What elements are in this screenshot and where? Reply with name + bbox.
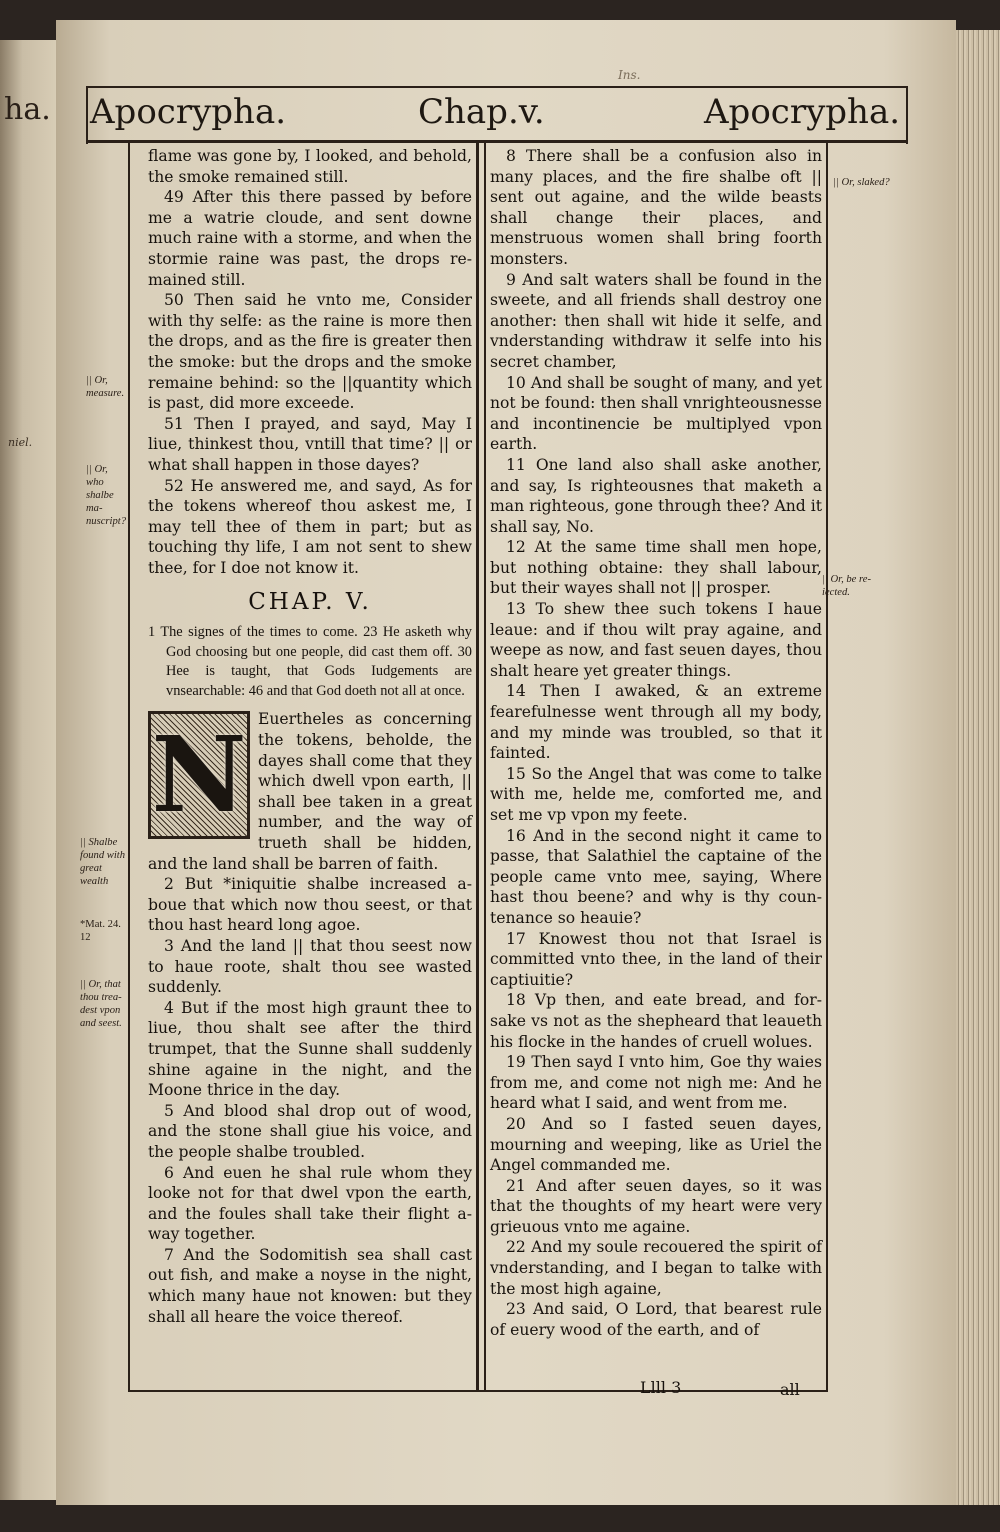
verse-text: But *iniquitie shalbe increased aboue that which now thou seest, or that thou hast heard long agoe.: [148, 875, 472, 935]
verse: [148, 874, 472, 936]
verse-number: 23: [506, 1300, 526, 1319]
verse-text: And after seuen dayes, so it was that the thoughts of my heart were very grieuous vnto me againe.: [490, 1176, 822, 1236]
header-rule: [86, 140, 906, 143]
verse-number: 19: [506, 1053, 526, 1072]
page-edges: [956, 30, 1000, 1510]
verse-number: 3: [164, 936, 174, 955]
verse: [490, 990, 822, 1052]
verse: [148, 1101, 472, 1163]
pencil-mark: Ins.: [618, 68, 641, 82]
verse-number: 2: [164, 875, 174, 894]
right-text-column: [490, 146, 822, 1340]
verse-text: There shall be a confusion also in many places, and the fire shalbe oft || sent out againe, and the wilde beasts shall change their places, and menstruous women shall bring foorth monsters.: [490, 147, 822, 268]
verse-text: Then I prayed, and sayd, May I liue, thinkest thou, vntill that time? || or what shall happen in those dayes?: [148, 414, 472, 474]
verse: [490, 929, 822, 991]
margin-note: || Or, measure.: [86, 375, 125, 399]
verse-text: And the land || that thou seest now to haue roote, shalt thou see wasted suddenly.: [148, 936, 472, 997]
verse: [490, 1299, 822, 1340]
verse: [490, 373, 822, 455]
verse-text: Then said he vnto me, Consider with thy selfe: as the raine is more then the drops, and as the fire is greater then the smoke: but the drops and the smoke remaine behind: so the ||quantity which is past, did more exceede.: [148, 291, 472, 413]
verse-number: 15: [506, 764, 526, 783]
verse-text: Then I awaked, & an extreme fearefulnesse went through all my body, and my minde was troubled, so that it fainted.: [490, 682, 822, 763]
verse-number: 5: [164, 1101, 174, 1120]
verse-number: 21: [506, 1176, 526, 1195]
margin-note: || Or, that thou treadest vpon and seest.: [80, 979, 122, 1029]
verse-number: 17: [506, 929, 526, 948]
verse-text: After this there passed by before me a watrie cloude, and sent downe much raine with a storme, and when the stormie raine was past, the drops remained still.: [148, 188, 472, 289]
decorated-initial: N: [148, 711, 250, 839]
verse-number: 49: [164, 188, 184, 207]
previous-page-header: ha.: [4, 92, 51, 127]
verse-text: One land also shall aske another, and say, Is righteousnes that maketh a man righteous, gone through thee? And it shall say, No.: [490, 455, 822, 536]
verse: [490, 826, 822, 929]
verse: [490, 1237, 822, 1299]
margin-note: || Shalbe found with great wealth: [80, 837, 126, 887]
verse-text: And blood shal drop out of wood, and the stone shall giue his voice, and the people shalbe troubled.: [148, 1101, 472, 1161]
verse-number: 20: [506, 1114, 526, 1133]
verse-number: 22: [506, 1238, 526, 1257]
verse: [148, 998, 472, 1101]
column-divider-rule-inner: [484, 142, 486, 1392]
margin-note: || Or, who shalbe manuscript?: [86, 464, 127, 527]
verse: [490, 1114, 822, 1176]
running-header-chapter: Chap.v.: [418, 92, 545, 132]
verse-text: At the same time shall men hope, but nothing obtaine: they shall labour, but their wayes shall not || prosper.: [490, 538, 822, 598]
verse: [490, 146, 822, 270]
verse-text: And so I fasted seuen dayes, mourning and weeping, like as Uriel the Angel commanded me.: [490, 1114, 822, 1175]
verse-text: And my soule recouered the spirit of vnderstanding, and I began to talke with the most high againe,: [490, 1238, 822, 1298]
verse: [490, 537, 822, 599]
opening-verse: [148, 709, 472, 874]
verse: [490, 1176, 822, 1238]
verse: [148, 290, 472, 414]
verse-text: And euen he shal rule whom they looke not for that dwel vpon the earth, and the foules shall take their flight away together.: [148, 1163, 473, 1244]
verse-text: He answered me, and sayd, As for the tokens whereof thou askest me, I may tell thee of them in part; but as touching thy life, I am not sent to shew thee, for I doe not know it.: [148, 476, 472, 577]
previous-page-edge: [0, 40, 56, 1500]
verse-number: 52: [164, 476, 184, 495]
cross-reference-note: *Mat. 24. 12: [80, 919, 121, 943]
catchword: all: [780, 1380, 800, 1399]
verse-text: Vp then, and eate bread, and forsake vs not as the shepheard that leaueth his flocke in the handes of cruell wolues.: [490, 991, 822, 1051]
verse-text: To shew thee such tokens I haue leaue: and if thou wilt pray againe, and weepe as now, and fast seuen dayes, thou shalt heare yet greater things.: [490, 600, 822, 680]
verse-number: 4: [164, 998, 174, 1017]
verse: [148, 1163, 472, 1245]
verse-number: 7: [164, 1245, 174, 1264]
previous-page-note: niel.: [8, 436, 33, 449]
verse-number: 50: [164, 291, 184, 310]
verse-number: 51: [164, 414, 184, 433]
verse-text: So the Angel that was come to talke with me, helde me, comforted me, and set me vp vpon my feete.: [490, 764, 822, 824]
verse: [148, 187, 472, 290]
verse: [490, 599, 822, 681]
verse-text: Euertheles as concerning the tokens, beholde, the dayes shall come that they which dwell vpon earth, || shall bee taken in a great number, and the way of trueth shall be hidden, and the land shall be barren of faith.: [148, 710, 472, 873]
verse-number: 13: [506, 600, 526, 619]
verse-number: 16: [506, 826, 526, 845]
bottom-rule: [128, 1390, 828, 1392]
margin-note: || Or, slaked?: [833, 177, 890, 188]
running-header-left: Apocrypha.: [90, 92, 287, 132]
left-text-column: [148, 146, 472, 1327]
verse-number: 18: [506, 991, 526, 1010]
continued-text: flame was gone by, I looked, and behold, the smoke remained still.: [148, 147, 472, 186]
verse-number: 14: [506, 682, 526, 701]
verse-text: But if the most high graunt thee to liue, thou shalt see after the third trumpet, that the Sunne shall suddenly shine againe in the night, and the Moone thrice in the day.: [148, 998, 472, 1100]
verse: [490, 764, 822, 826]
verse: [490, 1052, 822, 1114]
verse: [148, 936, 472, 998]
verse-text: And shall be sought of many, and yet not be found: then shall vnrighteousnesse and incontinencie be multiplyed vpon earth.: [490, 373, 822, 454]
background-edge: [0, 1505, 1000, 1532]
verse: [148, 476, 472, 579]
chapter-heading: CHAP. V.: [248, 589, 372, 616]
verse-text: And said, O Lord, that bearest rule of euery wood of the earth, and of: [490, 1300, 823, 1339]
signature-mark: Llll 3: [640, 1378, 682, 1397]
margin-note: || Or, be reiected.: [822, 574, 871, 598]
verse-text: And the Sodomitish sea shall cast out fish, and make a noyse in the night, which many haue not knowen: but they shall all heare the voice thereof.: [148, 1245, 472, 1326]
column-divider-rule: [476, 142, 479, 1392]
verse-text: And in the second night it came to passe, that Salathiel the captaine of the people came vnto mee, saying, Where hast thou beene? and why is thy countenance so heauie?: [490, 826, 822, 927]
verse: [490, 270, 822, 373]
verse-number: 9: [506, 270, 516, 289]
left-margin-rule: [128, 142, 130, 1392]
chapter-summary: 1 The signes of the times to come. 23 He asketh why God choosing but one people, did cast them off. 30 Hee is taught, that Gods Iudgements are vnsearchable: 46 and that God doeth not all at once.: [148, 624, 472, 699]
verse-number: 10: [506, 373, 526, 392]
verse-number: 6: [164, 1163, 174, 1182]
verse: [148, 414, 472, 476]
right-margin-rule: [826, 142, 828, 1392]
verse: [490, 455, 822, 537]
verse: [490, 681, 822, 763]
verse-number: 12: [506, 538, 526, 557]
verse-text: Knowest thou not that Israel is committed vnto thee, in the land of their captiuitie?: [490, 929, 823, 989]
verse-number: 11: [506, 455, 526, 474]
running-header-right: Apocrypha.: [704, 92, 901, 132]
verse-number: 8: [506, 147, 516, 165]
verse-text: And salt waters shall be found in the sweete, and all friends shall destroy one another: then shall wit hide it selfe, and vnderstanding withdraw it selfe into his secret chamber,: [490, 270, 822, 371]
verse-text: Then sayd I vnto him, Goe thy waies from me, and come not nigh me: And he heard what I said, and went from me.: [490, 1053, 822, 1113]
verse: [148, 1245, 472, 1327]
